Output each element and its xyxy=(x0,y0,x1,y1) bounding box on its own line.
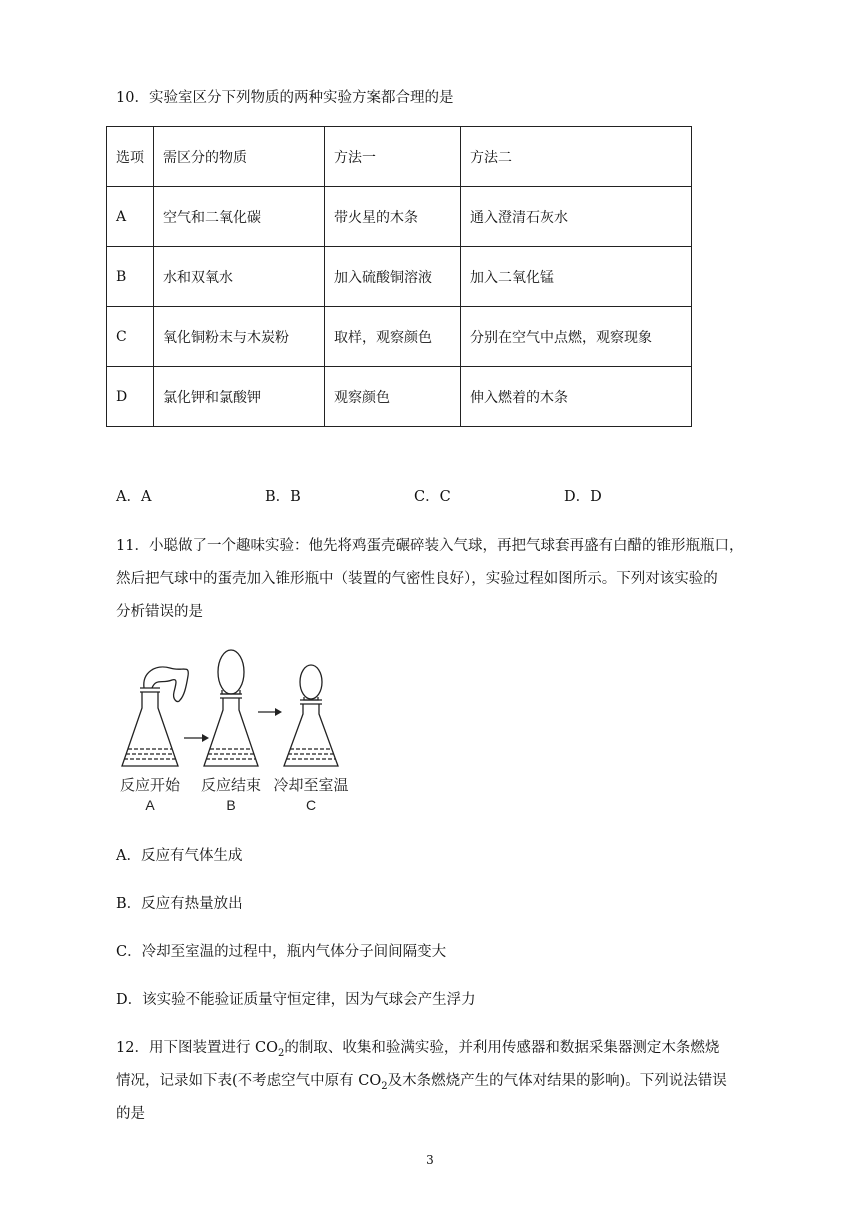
table-row xyxy=(107,307,692,367)
table-cell: 加入二氧化锰 xyxy=(461,247,692,307)
page-number: 3 xyxy=(426,1153,434,1167)
q11-stem-line2: 然后把气球中的蛋壳加入锥形瓶中（装置的气密性良好），实验过程如图所示。下列对该实验的 xyxy=(116,571,718,587)
q10-stem: 10．实验室区分下列物质的两种实验方案都合理的是 xyxy=(116,90,454,106)
q10-choice-a[interactable]: A．A xyxy=(116,489,152,505)
table-cell: D xyxy=(107,367,154,427)
table-header-row xyxy=(107,127,692,187)
q11-option-b[interactable]: B．反应有热量放出 xyxy=(116,896,243,912)
q12-stem-line3: 的是 xyxy=(116,1106,145,1122)
flask-b xyxy=(204,650,258,766)
figure-letter-b: B xyxy=(226,797,236,813)
table-cell: 取样，观察颜色 xyxy=(325,307,461,367)
q12-stem-line1 xyxy=(116,1036,719,1059)
q11-flask-figure xyxy=(112,648,362,818)
table-cell: 分别在空气中点燃，观察现象 xyxy=(461,307,692,367)
q10-options-table xyxy=(106,126,692,427)
table-cell: 方法一 xyxy=(325,127,461,187)
q12-line2-part2: 及木条燃烧产生的气体对结果的影响)。下列说法错误 xyxy=(387,1073,727,1089)
table-cell: 空气和二氧化碳 xyxy=(154,187,325,247)
q11-option-a[interactable]: A．反应有气体生成 xyxy=(116,848,243,864)
q12-line1-part2: 的制取、收集和验满实验，并利用传感器和数据采集器测定木条燃烧 xyxy=(284,1040,720,1056)
q12-line2-part1: 情况，记录如下表(不考虑空气中原有 CO xyxy=(116,1073,382,1089)
q12-line1-part1: 12．用下图装置进行 CO xyxy=(116,1040,279,1056)
q10-choice-d[interactable]: D．D xyxy=(564,489,602,505)
q11-stem-line3: 分析错误的是 xyxy=(116,604,203,620)
table-cell: 选项 xyxy=(107,127,154,187)
q11-stem-line1: 11．小聪做了一个趣味实验：他先将鸡蛋壳碾碎装入气球，再把气球套再盛有白醋的锥形瓶瓶口， xyxy=(116,538,744,554)
table-cell: 加入硫酸铜溶液 xyxy=(325,247,461,307)
figure-letter-c: C xyxy=(305,797,317,813)
flask-c xyxy=(284,665,338,766)
q11-option-c[interactable]: C．冷却至室温的过程中，瓶内气体分子间间隔变大 xyxy=(116,944,447,960)
figure-caption-c: 冷却至室温 xyxy=(273,777,349,794)
q10-choice-b[interactable]: B．B xyxy=(265,489,301,505)
q11-option-d[interactable]: D．该实验不能验证质量守恒定律，因为气球会产生浮力 xyxy=(116,992,476,1008)
table-cell: 伸入燃着的木条 xyxy=(461,367,692,427)
figure-caption-a: 反应开始 xyxy=(119,777,181,794)
table-cell: 氧化铜粉末与木炭粉 xyxy=(154,307,325,367)
table-cell: 带火星的木条 xyxy=(325,187,461,247)
table-cell: 方法二 xyxy=(461,127,692,187)
table-row xyxy=(107,247,692,307)
figure-caption-b: 反应结束 xyxy=(200,777,262,794)
table-cell: A xyxy=(107,187,154,247)
table-cell: 观察颜色 xyxy=(325,367,461,427)
co2-subscript: 2 xyxy=(278,1047,285,1059)
q10-choice-c[interactable]: C．C xyxy=(414,489,451,505)
q12-stem-line2 xyxy=(116,1069,727,1092)
flask-a xyxy=(122,667,188,766)
table-cell: 需区分的物质 xyxy=(154,127,325,187)
table-row xyxy=(107,187,692,247)
co2-subscript: 2 xyxy=(381,1080,388,1092)
table-cell: C xyxy=(107,307,154,367)
table-cell: 通入澄清石灰水 xyxy=(461,187,692,247)
table-row xyxy=(107,367,692,427)
table-cell: 氯化钾和氯酸钾 xyxy=(154,367,325,427)
figure-letter-a: A xyxy=(145,797,155,813)
table-cell: B xyxy=(107,247,154,307)
table-cell: 水和双氧水 xyxy=(154,247,325,307)
